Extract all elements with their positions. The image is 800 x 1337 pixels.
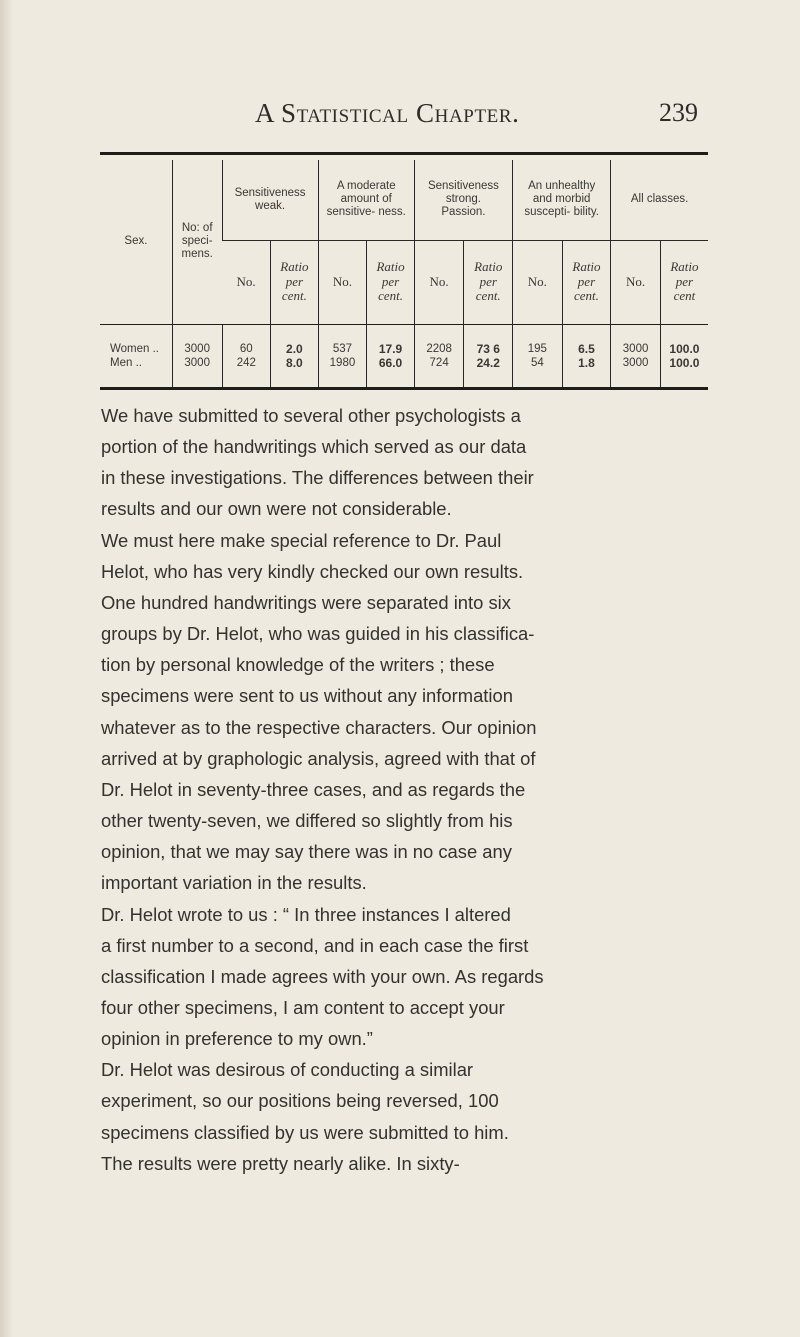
text-line: results and our own were not considerable. <box>101 498 452 520</box>
sub-moderate-ratio: Ratio per cent. <box>367 240 415 324</box>
cell-moderate-ratio-men: 66.0 <box>378 355 403 370</box>
sub-strong-ratio: Ratio per cent. <box>464 240 513 324</box>
sub-weak-no: No. <box>236 273 256 289</box>
text-line: arrived at by graphologic analysis, agreed with that of <box>101 747 536 769</box>
cell-all-ratio-men: 100.0 <box>669 355 700 370</box>
page-gutter-shadow <box>0 0 14 1337</box>
cell-unhealthy-ratio-men: 1.8 <box>578 355 595 370</box>
body-text <box>101 400 707 1179</box>
cell-moderate-no-women: 537 <box>332 343 353 356</box>
statistics-table <box>100 160 708 389</box>
text-line: opinion in preference to my own.” <box>101 1028 373 1050</box>
text-line: Dr. Helot wrote to us : “ In three instances I altered <box>101 903 511 925</box>
text-line: four other specimens, I am content to accept your <box>101 996 505 1018</box>
sub-unhealthy-no: No. <box>513 240 563 324</box>
table-bottom-rule <box>100 387 708 390</box>
cell-all-ratio <box>660 324 708 389</box>
cell-sex-men: Men .. <box>110 356 142 369</box>
sub-all-ratio: Ratio per cent <box>660 240 708 324</box>
text-line: Helot, who has very kindly checked our own results. <box>101 560 524 582</box>
sub-weak-ratio: Ratio per cent. <box>271 240 319 324</box>
text-line: We must here make special reference to Dr. Paul <box>101 529 502 551</box>
text-line: a first number to a second, and in each case the first <box>101 934 529 956</box>
cell-weak-no <box>222 324 271 389</box>
cell-weak-no-women: 60 <box>239 343 253 356</box>
text-line: Dr. Helot in seventy-three cases, and as regards the <box>101 778 526 800</box>
text-line: tion by personal knowledge of the writers ; these <box>101 654 495 676</box>
cell-sex-women: Women .. <box>110 343 159 356</box>
cell-unhealthy-no-women: 195 <box>527 343 547 356</box>
cell-unhealthy-ratio-women: 6.5 <box>578 341 595 356</box>
cell-strong-no <box>414 324 464 389</box>
cell-weak-ratio-women: 2.0 <box>286 341 303 356</box>
text-line: groups by Dr. Helot, who was guided in his classifica- <box>101 623 535 645</box>
text-line: We have submitted to several other psychologists a <box>101 405 521 426</box>
col-all: All classes. <box>611 160 708 240</box>
col-moderate: A moderate amount of sensitive- ness. <box>318 160 414 240</box>
table-data-row <box>100 324 708 389</box>
cell-moderate-no <box>318 324 367 389</box>
cell-all-no-women: 3000 <box>622 343 649 356</box>
cell-weak-ratio-men: 8.0 <box>286 355 303 370</box>
text-line: specimens were sent to us without any information <box>101 685 513 707</box>
text-line: important variation in the results. <box>101 872 367 894</box>
cell-all-no <box>611 324 661 389</box>
sub-moderate-no: No. <box>318 240 367 324</box>
cell-strong-no-men: 724 <box>429 356 449 369</box>
cell-specimens <box>172 324 222 389</box>
cell-moderate-no-men: 1980 <box>329 356 356 369</box>
cell-weak-ratio <box>271 324 319 389</box>
cell-all-no-men: 3000 <box>622 356 649 369</box>
text-line: classification I made agrees with your own. As regards <box>101 965 544 987</box>
table-top-rule <box>100 152 708 155</box>
page-header <box>0 98 800 138</box>
cell-unhealthy-ratio <box>562 324 611 389</box>
text-line: experiment, so our positions being reversed, 100 <box>101 1090 499 1112</box>
cell-specimens-men: 3000 <box>184 356 210 369</box>
text-line: Dr. Helot was desirous of conducting a similar <box>101 1059 474 1081</box>
text-line: The results were pretty nearly alike. In sixty- <box>101 1152 460 1174</box>
text-line: portion of the handwritings which served as our data <box>101 436 527 458</box>
col-sex: Sex. <box>124 235 148 248</box>
text-line: in these investigations. The differences between their <box>101 467 534 489</box>
cell-weak-no-men: 242 <box>236 356 256 369</box>
cell-unhealthy-no-men: 54 <box>530 356 544 369</box>
text-line: opinion, that we may say there was in no case any <box>101 841 512 863</box>
cell-moderate-ratio-women: 17.9 <box>378 341 403 356</box>
cell-strong-ratio-women: 73 6 <box>476 341 500 356</box>
cell-unhealthy-no <box>513 324 563 389</box>
cell-strong-ratio-men: 24.2 <box>476 355 500 370</box>
cell-strong-no-women: 2208 <box>426 343 452 356</box>
cell-moderate-ratio <box>367 324 415 389</box>
cell-sex <box>100 324 172 389</box>
sub-all-no: No. <box>611 240 661 324</box>
col-unhealthy: An unhealthy and morbid suscepti- bility. <box>513 160 611 240</box>
sub-strong-no: No. <box>414 240 464 324</box>
sub-unhealthy-ratio: Ratio per cent. <box>562 240 611 324</box>
running-title: A Statistical Chapter. <box>255 98 520 128</box>
text-line: specimens classified by us were submitted to him. <box>101 1121 509 1143</box>
col-strong: Sensitiveness strong. Passion. <box>414 160 512 240</box>
col-specimens: No: of speci- mens. <box>172 160 222 324</box>
cell-strong-ratio <box>464 324 513 389</box>
text-line: One hundred handwritings were separated into six <box>101 591 511 613</box>
col-weak: Sensitiveness weak. <box>222 160 318 240</box>
text-line: other twenty-seven, we differed so slightly from his <box>101 810 513 832</box>
page-number: 239 <box>659 98 698 127</box>
text-line: whatever as to the respective characters. Our opinion <box>101 716 537 738</box>
cell-specimens-women: 3000 <box>184 343 210 356</box>
cell-all-ratio-women: 100.0 <box>669 341 700 356</box>
